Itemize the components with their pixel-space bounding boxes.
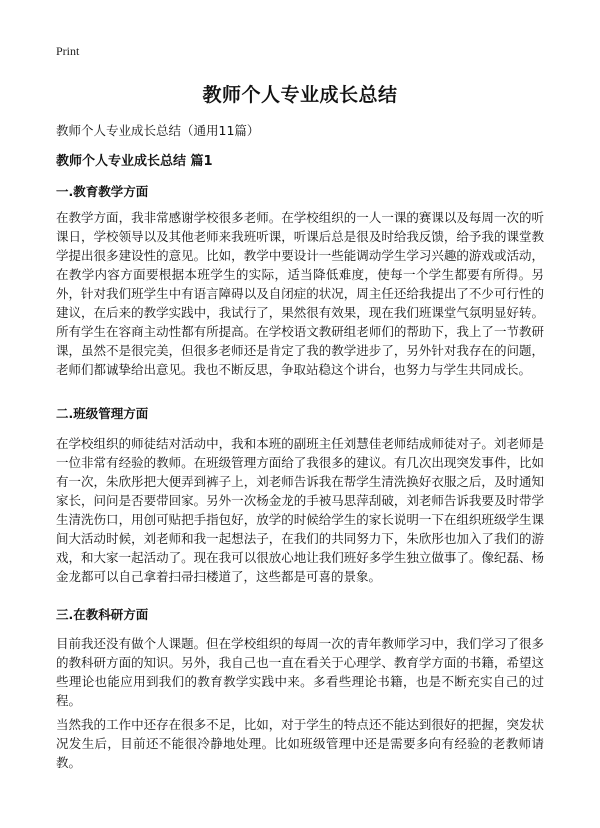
section-title: 教师个人专业成长总结 篇1 <box>56 154 213 169</box>
paragraph-class-management: 在学校组织的师徒结对活动中，我和本班的副班主任刘慧佳老师结成师徒对子。刘老师是一位非常有经验的教师。在班级管理方面给了我很多的建议。有几次出现突发事件，比如有一次，朱欣彤把大便弄到裤子上，刘老师告诉我在帮学生清洗换好衣服之后，及时通知家长，问问是否要带回家。另外一次杨金龙的手被马思萍刮破，刘老师告诉我要及时带学生清洗伤口，用创可贴把手指包好，放学的时候给学生的家长说明一下在组织班级学生课间大活动时候，刘老师和我一起想法子，在我们的共同努力下，朱欣彤也加入了我们的游戏，和大家一起活动了。现在我可以很放心地让我们班好多学生独立做事了。像纪磊、杨金龙都可以自己拿着扫帚扫楼道了，这些都是可喜的景象。 <box>56 436 544 584</box>
paragraph-closing: 当然我的工作中还存在很多不足，比如，对于学生的特点还不能达到很好的把握，突发状况发生后，目前还不能很冷静地处理。比如班级管理中还是需要多向有经验的老教师请教。 <box>56 717 544 770</box>
paragraph-teaching: 在教学方面，我非常感谢学校很多老师。在学校组织的一人一课的赛课以及每周一次的听课日，学校领导以及其他老师来我班听课，听课后总是很及时给我反馈，给予我的课堂教学提出很多建设性的意见。比如，教学中要设计一些能调动学生学习兴趣的游戏或活动，在教学内容方面要根据本班学生的实际，适当降低难度，使每一个学生都要有所得。另外，针对我们班学生中有语言障碍以及自闭症的状况，周主任还给我提出了不少可行性的建议，在后来的教学实践中，我试行了，果然很有效果，现在我们班课堂气氛明显好转。所有学生在容商主动性都有所提高。在学校语文教研组老师们的帮助下，我上了一节教研课，虽然不是很完美，但很多老师还是肯定了我的教学进步了，另外针对我存在的问题，老师们都诚挚给出意见。我也不断反思，争取站稳这个讲台，也努力与学生共同成长。 <box>56 210 544 377</box>
document-subtitle: 教师个人专业成长总结（通用11篇） <box>56 123 260 138</box>
section-heading-teaching: 一.教育教学方面 <box>56 184 149 199</box>
page-title: 教师个人专业成长总结 <box>202 84 398 106</box>
section-heading-research: 三.在教科研方面 <box>56 607 149 622</box>
section-heading-class-management: 二.班级管理方面 <box>56 406 149 421</box>
paragraph-research: 目前我还没有做个人课题。但在学校组织的每周一次的青年教师学习中，我们学习了很多的教科研方面的知识。另外，我自己也一直在看关于心理学、教育学方面的书籍，希望这些理论也能应用到我们的教育教学实践中来。多看些理论书籍，也是不断充实自己的过程。 <box>56 636 544 708</box>
print-link[interactable]: Print <box>56 44 80 58</box>
